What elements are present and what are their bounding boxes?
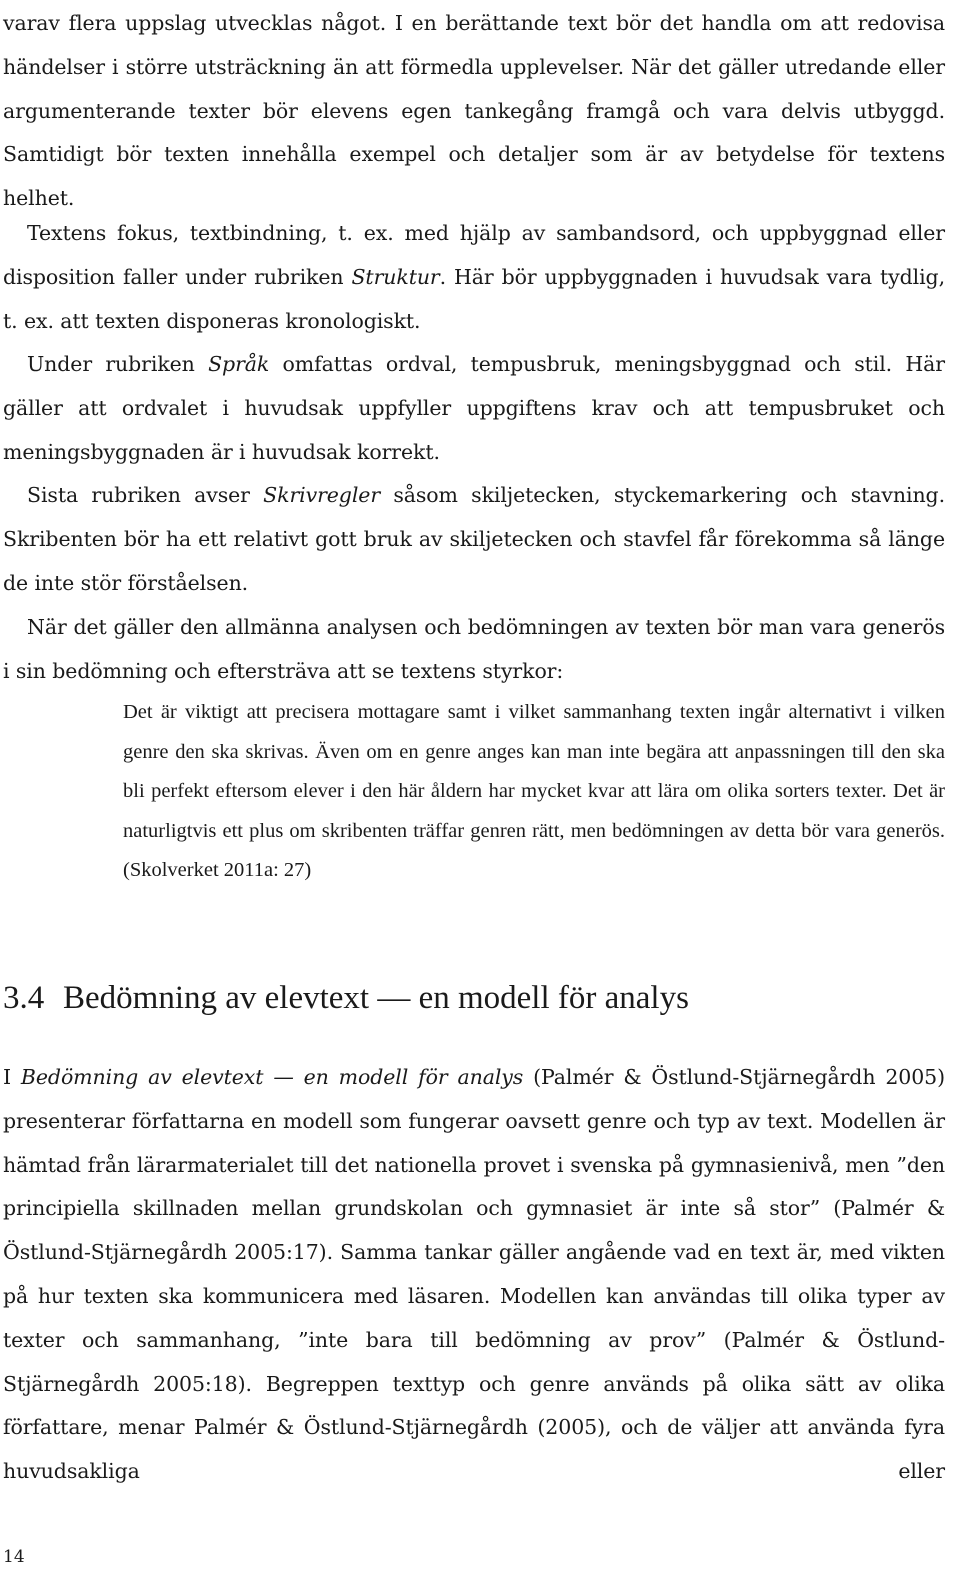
paragraph-skrivregler: Sista rubriken avser Skrivregler såsom skiljetecken, styckemarkering och stavning. Skribenten bör ha ett relativt gott bruk av skiljetecken och stavfel får förekomma så länge de inte stör förståelsen. [3, 483, 945, 595]
page-number: 14 [3, 1547, 25, 1567]
section-heading [3, 976, 689, 1020]
paragraph-general-analysis: När det gäller den allmänna analysen och bedömningen av texten bör man vara generös i sin bedömning och eftersträva att se textens styrkor: [3, 615, 945, 683]
term-skrivregler: Skrivregler [263, 483, 381, 507]
paragraph-model-intro: I Bedömning av elevtext — en modell för analys (Palmér & Östlund-Stjärnegårdh 2005) presenterar författarna en modell som fungerar oavsett genre och typ av text. Modellen är hämtad från lärarmaterialet till det nationella provet i svenska på gymnasienivå, men ”den principiella skillnaden mellan grundskolan och gymnasiet är inte så stor” (Palmér & Östlund-Stjärnegårdh 2005:17). Samma tankar gäller angående vad en text är, med vikten på hur texten ska kommunicera med läsaren. Modellen kan användas till olika typer av texter och sammanhang, ”inte bara till bedömning av prov” (Palmér & Östlund-Stjärnegårdh 2005:18). Begreppen texttyp och genre används på olika sätt av olika författare, menar Palmér & Östlund-Stjärnegårdh (2005), och de väljer att använda fyra huvudsakliga eller [3, 1065, 946, 1484]
term-sprak: Språk [208, 352, 270, 376]
section-number: 3.4 [3, 980, 45, 1016]
block-quote: Det är viktigt att precisera mottagare samt i vilket sammanhang texten ingår alternativt i vilken genre den ska skrivas. Även om en genre anges kan man inte begära att anpassningen till den ska bli perfekt eftersom elever i den här åldern har mycket kvar att lära om olika sorters texter. Det är naturligtvis ett plus om skribenten träffar genren rätt, men bedömningen av detta bör vara generös. (Skolverket 2011a: 27) [123, 701, 945, 882]
paragraph-text-types: varav flera uppslag utvecklas något. I en berättande text bör det handla om att redovisa händelser i större utsträckning än att förmedla upplevelser. När det gäller utredande eller argumenterande texter bör elevens egen tankegång framgå och vara delvis utbyggd. Samtidigt bör texten innehålla exempel och detaljer som är av betydelse för textens helhet. [3, 11, 945, 211]
paragraph-struktur: Textens fokus, textbindning, t. ex. med hjälp av sambandsord, och uppbyggnad eller disposition faller under rubriken Struktur. Här bör uppbyggnaden i huvudsak vara tydlig, t. ex. att texten disponeras kronologiskt. [3, 221, 945, 333]
section-title: Bedömning av elevtext — en modell för analys [63, 980, 689, 1016]
paragraph-sprak: Under rubriken Språk omfattas ordval, tempusbruk, meningsbyggnad och stil. Här gäller att ordvalet i huvudsak uppfyller uppgiftens krav och att tempusbruket och meningsbyggnaden är i huvudsak korrekt. [3, 352, 945, 464]
book-title: Bedömning av elevtext — en modell för analys [20, 1065, 524, 1089]
term-struktur: Struktur [351, 264, 440, 289]
